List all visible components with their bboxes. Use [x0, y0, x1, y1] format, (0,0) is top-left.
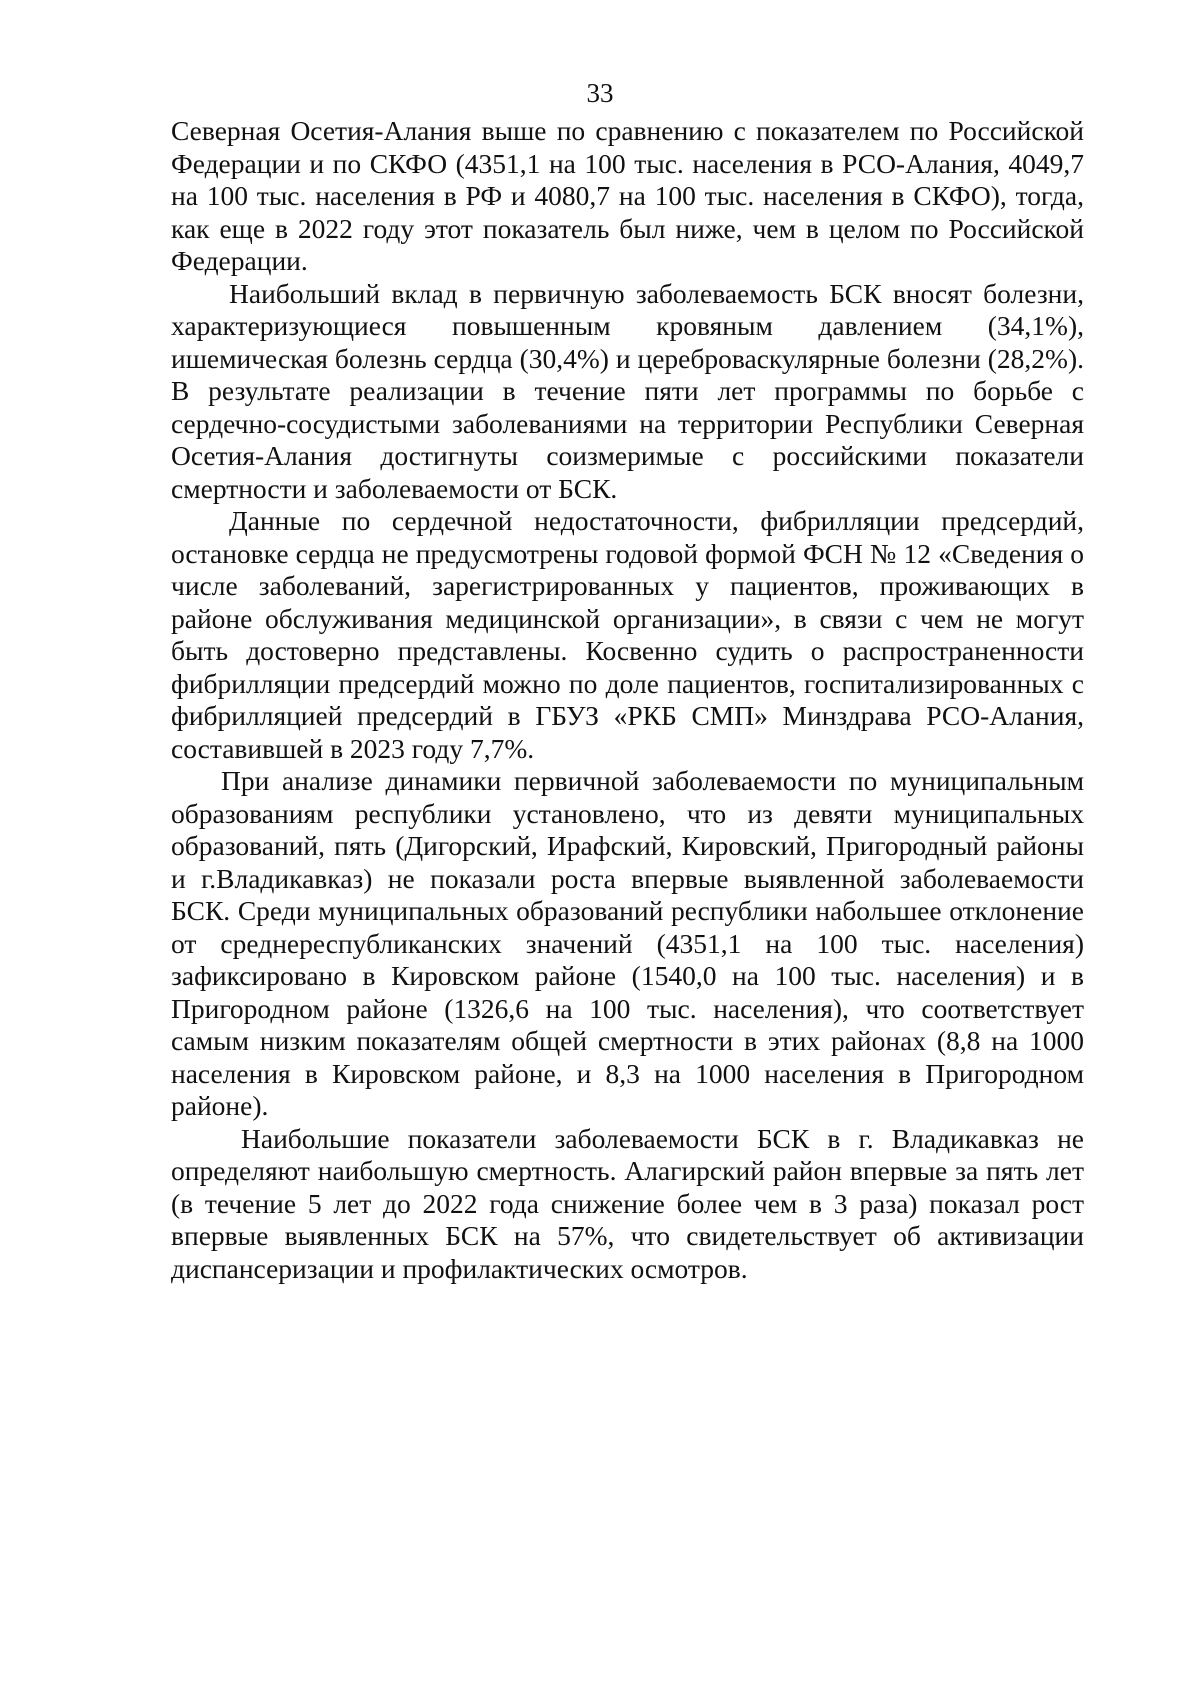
page-number: 33 [586, 78, 614, 108]
paragraph-3: Данные по сердечной недостаточности, фибрилляции предсердий, остановке сердца не предусмотрены годовой формой ФСН № 12 «Сведения о числе заболеваний, зарегистрированных у пациентов, проживающих в районе обслуживания медицинской организации», в связи с чем не могут быть достоверно представлены. Косвенно судить о распространенности фибрилляции предсердий можно по доле пациентов, госпитализированных с фибрилляцией предсердий в ГБУЗ «РКБ СМП» Минздрава РСО-Алания, составившей в 2023 году 7,7%. [171, 505, 1084, 764]
paragraph-4: При анализе динамики первичной заболеваемости по муниципальным образованиям республики установлено, что из девяти муниципальных образований, пять (Дигорский, Ирафский, Кировский, Пригородный районы и г.Владикавказ) не показали роста впервые выявленной заболеваемости БСК. Среди муниципальных образований республики набольшее отклонение от среднереспубликанских значений (4351,1 на 100 тыс. населения) зафиксировано в Кировском районе (1540,0 на 100 тыс. населения) и в Пригородном районе (1326,6 на 100 тыс. населения), что соответствует самым низким показателям общей смертности в этих районах (8,8 на 1000 населения в Кировском районе, и 8,3 на 1000 населения в Пригородном районе). [171, 765, 1084, 1121]
paragraph-2: Наибольший вклад в первичную заболеваемость БСК вносят болезни, характеризующиеся повышенным кровяным давлением (34,1%), ишемическая болезнь сердца (30,4%) и цереброваскулярные болезни (28,2%). В результате реализации в течение пяти лет программы по борьбе с сердечно-сосудистыми заболеваниями на территории Республики Северная Осетия-Алания достигнуты соизмеримые с российскими показатели смертности и заболеваемости от БСК. [171, 277, 1084, 504]
paragraph-1: Северная Осетия-Алания выше по сравнению с показателем по Российской Федерации и по СКФО (4351,1 на 100 тыс. населения в РСО-Алания, 4049,7 на 100 тыс. населения в РФ и 4080,7 на 100 тыс. населения в СКФО), тогда, как еще в 2022 году этот показатель был ниже, чем в целом по Российской Федерации. [171, 115, 1084, 276]
paragraph-5: Наибольшие показатели заболеваемости БСК в г. Владикавказ не определяют наибольшую смертность. Алагирский район впервые за пять лет (в течение 5 лет до 2022 года снижение более чем в 3 раза) показал рост впервые выявленных БСК на 57%, что свидетельствует об активизации диспансеризации и профилактических осмотров. [171, 1122, 1084, 1284]
document-body [171, 115, 1084, 1285]
